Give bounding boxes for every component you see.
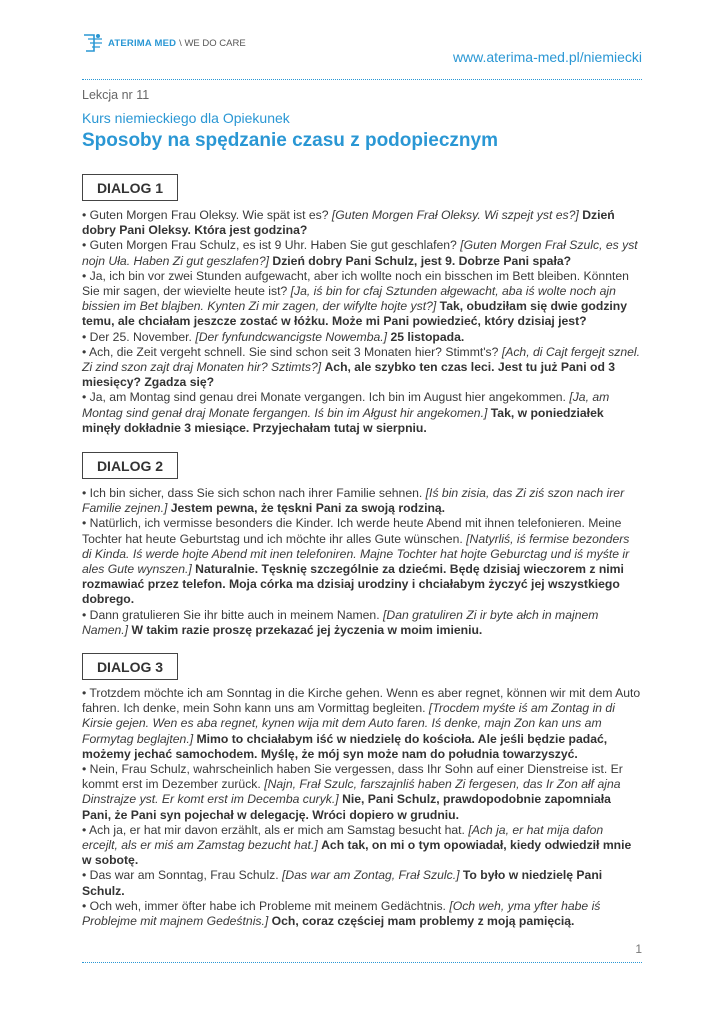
header-divider xyxy=(82,79,642,80)
polish-translation: W takim razie proszę przekazać jej życzenia w moim imieniu. xyxy=(131,622,483,637)
dialog-line xyxy=(82,238,642,268)
dialog-3-text xyxy=(82,686,642,929)
brand-name: ATERIMA MED xyxy=(108,37,177,49)
german-text: • Nein, Frau Schulz, wahrscheinlich haben Sie vergessen, dass Ihr Sohn auf einer Dienstreise ist. Er kommt erst im Dezember zurück. xyxy=(82,762,623,792)
dialog-2-heading: DIALOG 2 xyxy=(82,452,178,479)
dialog-line xyxy=(82,390,642,436)
pronunciation-text: [Ja, am Montag sind genał draj Monate fergangen. Iś bin im Ałgust hir angekomen.] xyxy=(82,390,610,420)
dialog-1-heading: DIALOG 1 xyxy=(82,174,178,201)
german-text: • Guten Morgen Frau Oleksy. Wie spät ist es? xyxy=(82,208,329,222)
pronunciation-text: [Der fynfundcwancigste Nowemba.] xyxy=(195,329,388,344)
german-text: • Dann gratulieren Sie ihr bitte auch in meinem Namen. xyxy=(82,607,380,622)
pronunciation-text: [Guten Morgen Frał Szulc, es yst nojn Uła. Haben Zi gut geszlafen?] xyxy=(82,238,638,268)
german-text: • Natürlich, ich vermisse besonders die Kinder. Ich werde heute Abend mit ihnen telefonieren. Meine Tochter hat heute Geburtstag und ich möchte ihr alles Gute wünschen. xyxy=(82,516,622,546)
page-header xyxy=(82,30,642,70)
dialog-line xyxy=(82,208,642,238)
polish-translation: Naturalnie. Tęsknię szczególnie za dziećmi. Będę dzisiaj wieczorem z nimi rozmawiać przez telefon. Moja córka ma dzisiaj urodziny i chciałabym życzyć jej wszystkiego dobrego. xyxy=(82,562,624,607)
dialog-line xyxy=(82,608,642,638)
german-text: • Das war am Sonntag, Frau Schulz. xyxy=(82,868,279,883)
brand-slogan: \ WE DO CARE xyxy=(179,37,246,49)
german-text: • Ja, ich bin vor zwei Stunden aufgewacht, aber ich wollte noch ein bisschen im Bett bleiben. Könnten Sie mir sagen, der wievielte heute ist? xyxy=(82,268,629,299)
german-text: • Ja, am Montag sind genau drei Monate vergangen. Ich bin im August hier angekommen. xyxy=(82,390,566,405)
german-text: • Der 25. November. xyxy=(82,329,192,344)
polish-translation: Nie, Pani Schulz, prawdopodobnie zapomniała Pani, że Pani syn pojechał w delegację. Wróci dopiero w grudniu. xyxy=(82,792,611,822)
pronunciation-text: [Guten Morgen Frał Oleksy. Wi szpejt yst es?] xyxy=(331,208,579,222)
logo-icon xyxy=(82,32,104,54)
polish-translation: Jestem pewna, że tęskni Pani za swoją rodziną. xyxy=(170,501,446,516)
polish-translation: Och, coraz częściej mam problemy z moją pamięcią. xyxy=(271,914,575,929)
polish-translation: 25 listopada. xyxy=(390,329,465,344)
aterima-logo xyxy=(82,32,246,54)
dialog-line xyxy=(82,686,642,762)
german-text: • Och weh, immer öfter habe ich Probleme mit meinem Gedächtnis. xyxy=(82,898,446,913)
dialog-line xyxy=(82,269,642,330)
polish-translation: Tak, obudziłam się dwie godziny temu, ale chciałam jeszcze zostać w łóżku. Może mi Pani powiedzieć, który dzisiaj jest? xyxy=(82,299,628,329)
polish-translation: Dzień dobry Pani Schulz, jest 9. Dobrze Pani spała? xyxy=(272,253,572,268)
dialog-line xyxy=(82,823,642,869)
pronunciation-text: [Trocdem myśte iś am Zontag in di Kirsie gejen. Wen es aba regnet, kynen wija mit dem Auto faren. Iś denke, majn Zon kan uns am Formytag beglajten.] xyxy=(82,701,615,746)
polish-translation: Ach, ale szybko ten czas leci. Jest tu już Pani od 3 miesięcy? Zgadza się? xyxy=(82,360,616,390)
pronunciation-text: [Ja, iś bin for cfaj Sztunden ałgewacht, aba iś wolte noch ajn bissien im Bet blajben. Kynten Zi mir zagen, der wifylte hojte yst?] xyxy=(82,284,616,314)
german-text: • Trotzdem möchte ich am Sonntag in die Kirche gehen. Wenn es aber regnet, können wir mit dem Auto fahren. Ich denke, mein Sohn kann uns am Vormittag begleiten. xyxy=(82,686,641,716)
polish-translation: Dzień dobry Pani Oleksy. Która jest godzina? xyxy=(82,208,615,238)
polish-translation: Mimo to chciałabym iść w niedzielę do kościoła. Ale jeśli będzie padać, możemy jechać samochodem. Myślę, że mój syn może nam do południa towarzyszyć. xyxy=(82,731,608,761)
footer-divider xyxy=(82,962,642,963)
dialog-line xyxy=(82,330,642,345)
dialog-line xyxy=(82,762,642,823)
course-name: Kurs niemieckiego dla Opiekunek xyxy=(82,110,290,126)
pronunciation-text: [Ach, di Cajt fergejt sznel. Zi zind szon zajt draj Monaten hir? Sztimts?] xyxy=(82,344,641,375)
page-number: 1 xyxy=(635,942,642,956)
dialog-1-text xyxy=(82,208,642,436)
dialog-3-heading: DIALOG 3 xyxy=(82,653,178,680)
pronunciation-text: [Dan gratuliren Zi ir byte ałch in majnem Namen.] xyxy=(82,607,599,637)
german-text: • Guten Morgen Frau Schulz, es ist 9 Uhr. Haben Sie gut geschlafen? xyxy=(82,238,457,253)
polish-translation: To było w niedzielę Pani Schulz. xyxy=(82,868,603,898)
pronunciation-text: [Das war am Zontag, Frał Szulc.] xyxy=(282,868,460,883)
pronunciation-text: [Natyrliś, iś fermise bezonders di Kinda. Iś werde hojte Abend mit inen telefoniren. Majne Tochter hat hojte Geburctag und iś myśte ir ales Gute wynszen.] xyxy=(82,531,630,577)
pronunciation-text: [Najn, Frał Szulc, farszajnliś haben Zi fergesen, das Ir Zon ałf ajna Dinstrajze yst. Er komt erst im Decemba curyk.] xyxy=(82,777,621,807)
polish-translation: Ach tak, on mi o tym opowiadał, kiedy odwiedził mnie w sobotę. xyxy=(82,838,632,868)
pronunciation-text: [Iś bin zisia, das Zi ziś szon nach irer Familie zejnen.] xyxy=(82,486,625,516)
lesson-number: Lekcja nr 11 xyxy=(82,88,150,102)
dialog-line xyxy=(82,868,642,898)
page-title: Sposoby na spędzanie czasu z podopiecznym xyxy=(82,130,498,151)
pronunciation-text: [Och weh, yma yfter habe iś Problejme mit majnem Gedeśtnis.] xyxy=(82,898,601,929)
dialog-line xyxy=(82,899,642,929)
polish-translation: Tak, w poniedziałek minęły dokładnie 3 miesiące. Przyjechałam tutaj w sierpniu. xyxy=(82,405,604,435)
dialog-line xyxy=(82,516,642,607)
pronunciation-text: [Ach ja, er hat mija dafon ercejlt, als er miś am Zamstag bezucht hat.] xyxy=(82,822,604,853)
dialog-line xyxy=(82,345,642,391)
german-text: • Ach ja, er hat mir davon erzählt, als er mich am Samstag besucht hat. xyxy=(82,822,465,837)
german-text: • Ich bin sicher, dass Sie sich schon nach ihrer Familie sehnen. xyxy=(82,486,423,500)
site-url-link[interactable]: www.aterima-med.pl/niemiecki xyxy=(452,49,642,65)
german-text: • Ach, die Zeit vergeht schnell. Sie sind schon seit 3 Monaten hier? Stimmt's? xyxy=(82,344,499,359)
dialog-2-text xyxy=(82,486,642,638)
dialog-line xyxy=(82,486,642,516)
